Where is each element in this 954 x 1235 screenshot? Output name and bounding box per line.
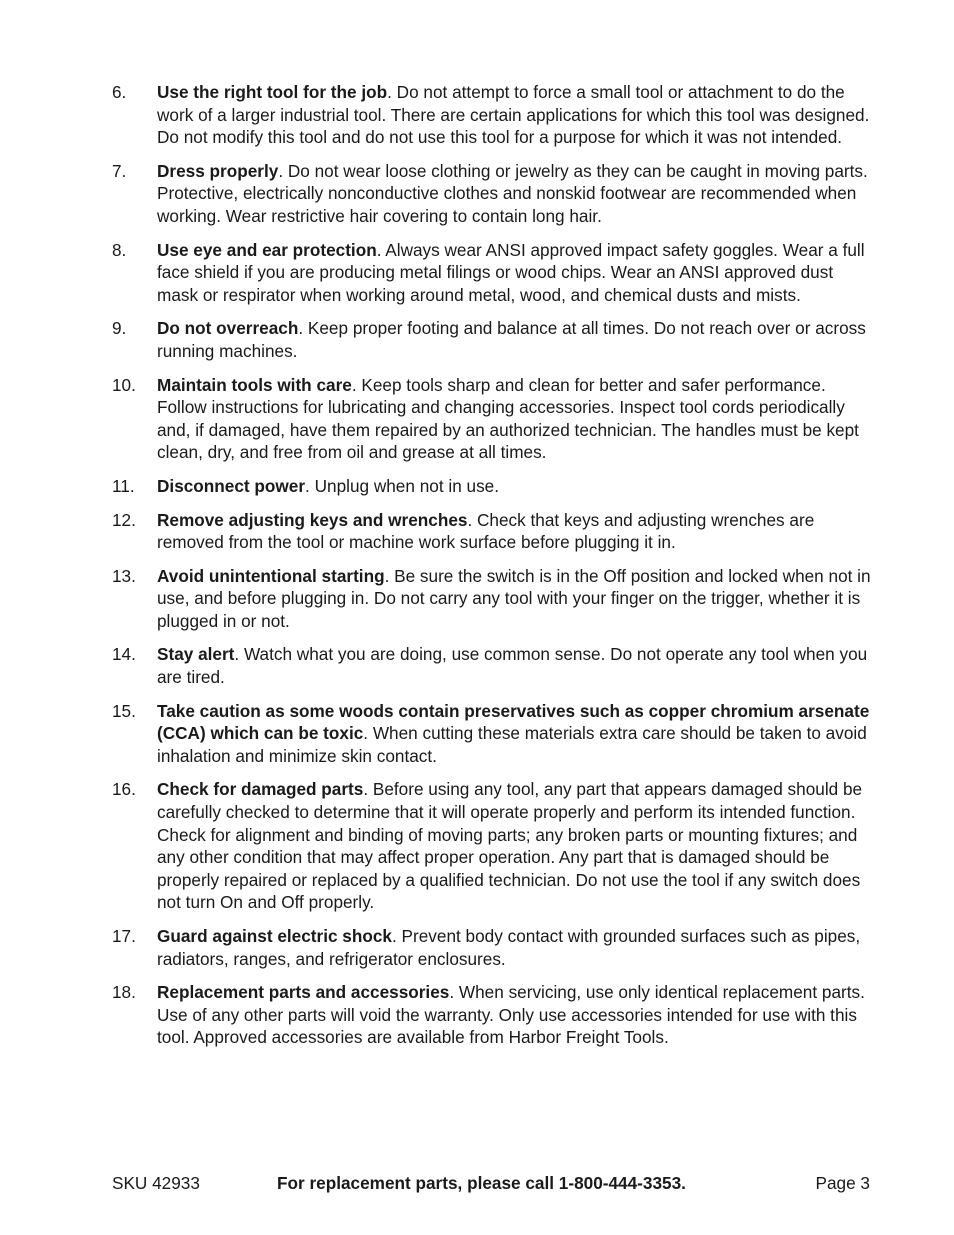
item-lead: Disconnect power <box>157 475 306 496</box>
item-lead: Stay alert <box>157 644 235 665</box>
item-text: . Keep proper footing and balance at all times. Do not reach over or across running machines. <box>157 318 866 361</box>
list-item <box>0 475 954 498</box>
item-lead: Use the right tool for the job <box>157 82 388 102</box>
item-body <box>157 475 871 498</box>
item-number: 17. <box>112 926 136 946</box>
page-number: Page 3 <box>815 1173 870 1193</box>
item-text: . Prevent body contact with grounded surfaces such as pipes, radiators, ranges, and refrigerator enclosures. <box>157 926 861 969</box>
item-body <box>157 81 871 149</box>
item-number: 6. <box>112 82 127 102</box>
list-item <box>0 239 954 307</box>
item-number: 11. <box>112 475 135 496</box>
item-text: . Always wear ANSI approved impact safety goggles. Wear a full face shield if you are producing metal filings or wood chips. Wear an ANSI approved dust mask or respirator when working around metal, wood, and chemical dusts and mists. <box>157 239 865 305</box>
replacement-parts-notice: For replacement parts, please call 1-800-444-3353. <box>277 1173 686 1193</box>
item-body <box>157 374 871 464</box>
list-item <box>0 509 954 554</box>
item-body <box>157 565 871 633</box>
item-text: . Be sure the switch is in the Off position and locked when not in use, and before plugging in. Do not carry any tool with your finger on the trigger, whether it is plugged in or not. <box>157 565 871 631</box>
item-number: 12. <box>112 509 136 530</box>
item-body <box>157 700 871 768</box>
item-body <box>157 239 871 307</box>
list-item <box>0 374 954 464</box>
item-lead: Avoid unintentional starting <box>157 565 385 586</box>
item-number: 13. <box>112 565 136 586</box>
list-item <box>0 565 954 633</box>
item-number: 8. <box>112 239 127 260</box>
item-text: . When servicing, use only identical replacement parts. Use of any other parts will void the warranty. Only use accessories intended for use with this tool. Approved accessories are available from Harbor Freight Tools. <box>157 982 865 1048</box>
item-number: 10. <box>112 374 136 395</box>
page-footer <box>0 1172 954 1196</box>
item-lead: Do not overreach <box>157 318 299 339</box>
list-item <box>0 317 954 362</box>
item-text: . When cutting these materials extra care should be taken to avoid inhalation and minimize skin contact. <box>157 723 867 766</box>
item-number: 15. <box>112 700 136 721</box>
item-body <box>157 643 871 688</box>
item-body <box>157 925 871 970</box>
item-body <box>157 509 871 554</box>
item-text: . Do not attempt to force a small tool or attachment to do the work of a larger industrial tool. There are certain applications for which this tool was designed. Do not modify this tool and do not use this tool for a purpose for which it was not intended. <box>157 82 870 148</box>
item-number: 16. <box>112 779 136 800</box>
list-item <box>0 925 954 970</box>
item-body <box>157 317 871 362</box>
item-body <box>157 778 871 914</box>
list-item <box>0 981 954 1049</box>
safety-list <box>0 81 954 1060</box>
list-item <box>0 778 954 914</box>
item-number: 9. <box>112 318 127 339</box>
sku-label: SKU 42933 <box>112 1173 200 1193</box>
item-text: . Watch what you are doing, use common sense. Do not operate any tool when you are tired. <box>157 644 868 688</box>
item-lead: Take caution as some woods contain preservatives such as copper chromium arsenate (CCA) which can be toxic <box>157 700 870 744</box>
item-lead: Use eye and ear protection <box>157 239 377 260</box>
item-text: . Keep tools sharp and clean for better and safer performance. Follow instructions for lubricating and changing accessories. Inspect tool cords periodically and, if damaged, have them repaired by an authorized technician. The handles must be kept clean, dry, and free from oil and grease at all times. <box>157 374 859 463</box>
list-item <box>0 160 954 228</box>
item-body <box>157 160 871 228</box>
item-lead: Check for damaged parts <box>157 779 364 800</box>
item-number: 18. <box>112 982 136 1003</box>
list-item <box>0 643 954 688</box>
item-text: . Unplug when not in use. <box>305 475 500 496</box>
item-text: . Check that keys and adjusting wrenches are removed from the tool or machine work surface before plugging it in. <box>157 509 815 553</box>
item-lead: Dress properly <box>157 160 279 181</box>
item-lead: Guard against electric shock <box>157 926 392 946</box>
item-number: 7. <box>112 160 127 181</box>
item-lead: Replacement parts and accessories <box>157 982 450 1003</box>
item-number: 14. <box>112 644 136 665</box>
list-item <box>0 700 954 768</box>
list-item <box>0 81 954 149</box>
item-body <box>157 981 871 1049</box>
item-lead: Remove adjusting keys and wrenches <box>157 509 468 530</box>
item-lead: Maintain tools with care <box>157 374 352 395</box>
item-text: . Before using any tool, any part that appears damaged should be carefully checked to determine that it will operate properly and perform its intended function. Check for alignment and binding of moving parts; any broken parts or mounting fixtures; and any other condition that may affect proper operation. Any part that is damaged should be properly repaired or replaced by a qualified technician. Do not use the tool if any switch does not turn On and Off properly. <box>157 779 863 913</box>
item-text: . Do not wear loose clothing or jewelry as they can be caught in moving parts. Protective, electrically nonconductive clothes and nonskid footwear are recommended when working. Wear restrictive hair covering to contain long hair. <box>157 160 868 226</box>
